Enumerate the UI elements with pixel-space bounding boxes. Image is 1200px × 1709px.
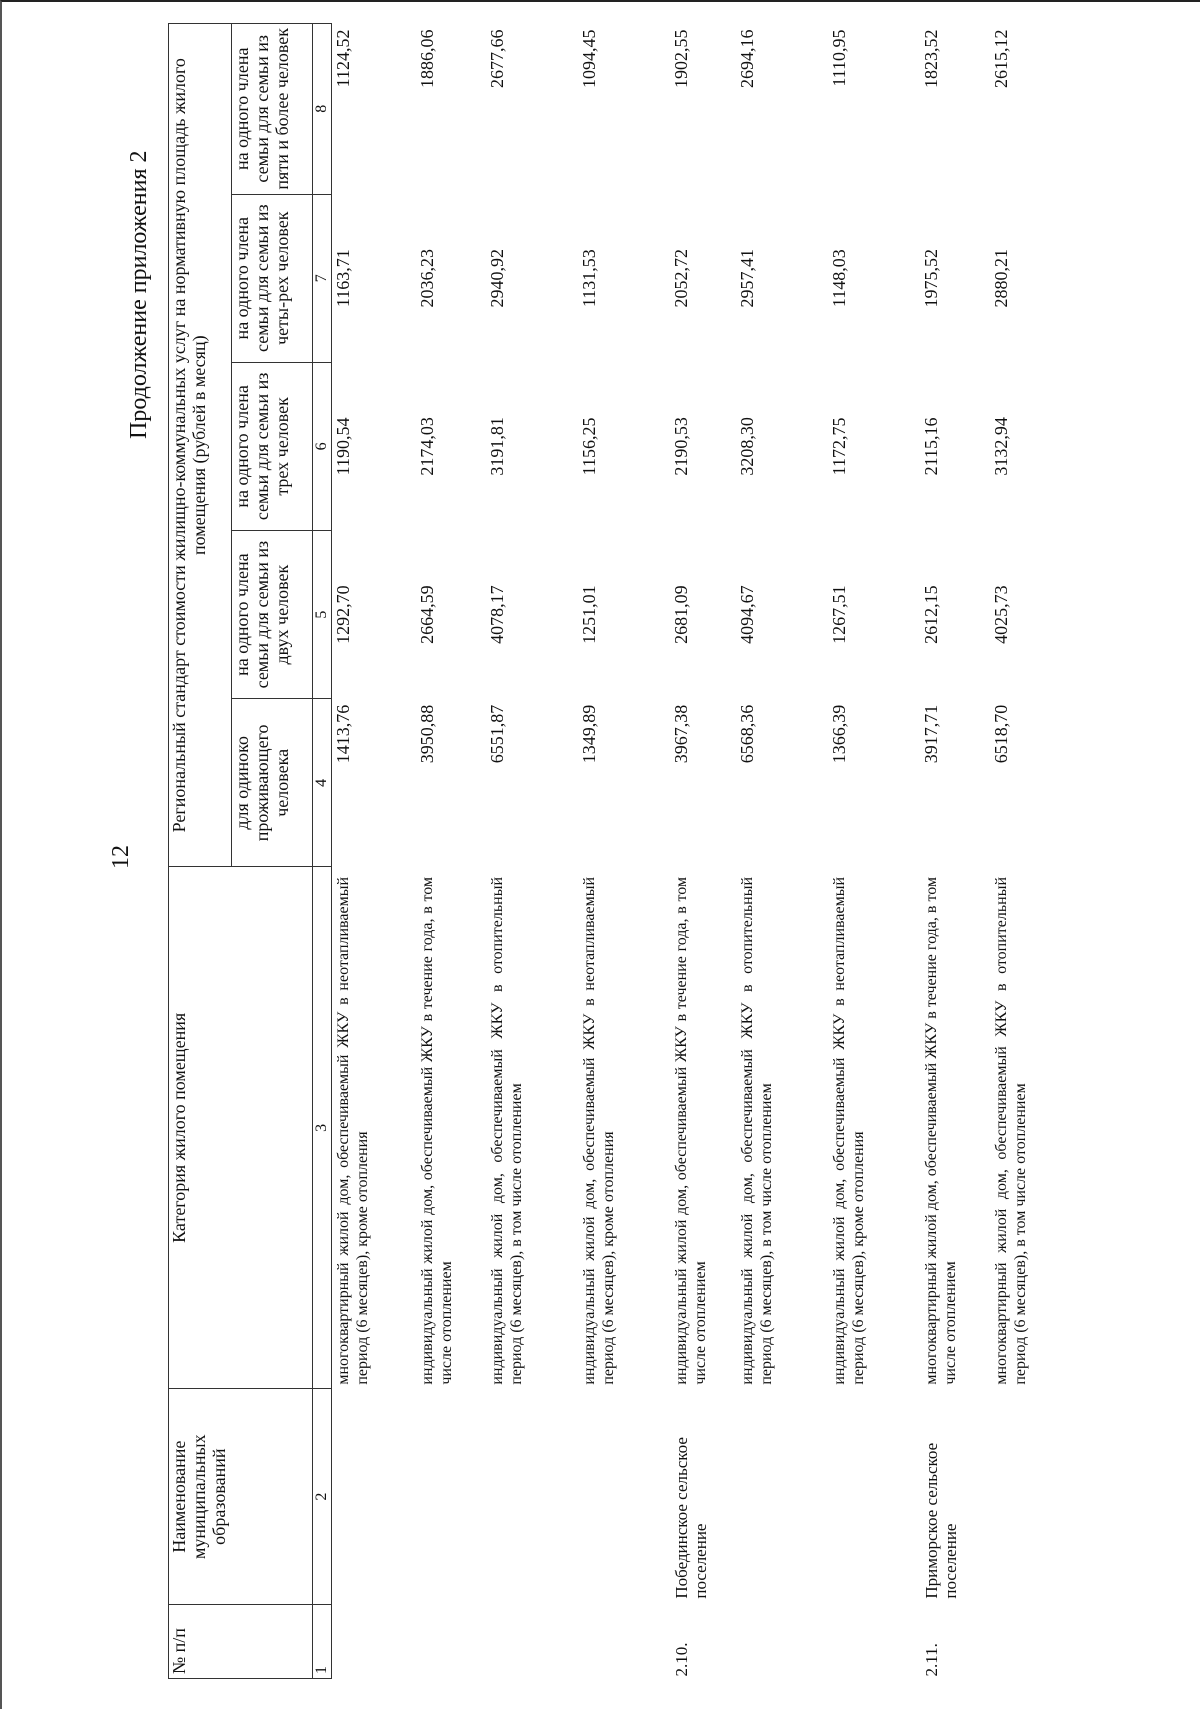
table-row bbox=[670, 24, 736, 1679]
table-row bbox=[736, 24, 828, 1679]
housing-category: индивидуальный жилой дом, обеспечиваемый ЖКУ в течение года, в том числе отоплением bbox=[672, 876, 709, 1385]
value-family-of-two: 2664,59 bbox=[416, 585, 437, 644]
header-family-of-five-plus: на одного члена семьи для семьи из пяти и более человек bbox=[232, 24, 313, 195]
header-municipality: Наименование муниципальных образований bbox=[169, 1389, 313, 1605]
value-single-person: 6568,36 bbox=[736, 704, 757, 764]
header-index: № п/п bbox=[169, 1605, 313, 1679]
municipality-name: Приморское сельское поселение bbox=[921, 1442, 960, 1599]
column-number-6: 6 bbox=[313, 362, 332, 530]
value-family-of-five-plus: 1110,95 bbox=[828, 29, 849, 87]
housing-category: индивидуальный жилой дом, обеспечиваемый ЖКУ в отопительный период (6 месяцев), в том числе отоплением bbox=[738, 876, 775, 1385]
header-category: Категория жилого помещения bbox=[169, 867, 313, 1389]
header-family-of-three: на одного члена семьи для семьи из трех человек bbox=[232, 362, 313, 530]
table-row bbox=[920, 24, 990, 1679]
column-number-5: 5 bbox=[313, 531, 332, 699]
municipality-name bbox=[416, 1389, 486, 1605]
value-single-person: 3950,88 bbox=[416, 704, 437, 764]
row-index: 2.11. bbox=[921, 1643, 941, 1677]
value-family-of-four: 2880,21 bbox=[990, 248, 1011, 308]
value-family-of-two: 2612,15 bbox=[920, 585, 941, 644]
housing-category: индивидуальный жилой дом, обеспечиваемый ЖКУ в неотапливаемый период (6 месяцев), кроме отопления bbox=[580, 876, 617, 1385]
value-family-of-four: 1131,53 bbox=[578, 249, 599, 308]
value-family-of-two: 4078,17 bbox=[486, 585, 507, 644]
value-family-of-four: 1163,71 bbox=[333, 249, 353, 308]
value-family-of-four: 2036,23 bbox=[416, 248, 437, 308]
municipality-name bbox=[486, 1389, 578, 1605]
value-family-of-two: 2681,09 bbox=[670, 585, 691, 644]
housing-cost-standard-table bbox=[168, 23, 1086, 1679]
value-single-person: 3967,38 bbox=[670, 704, 691, 764]
value-family-of-three: 2115,16 bbox=[920, 417, 941, 476]
value-family-of-two: 1292,70 bbox=[333, 585, 353, 644]
value-family-of-three: 3132,94 bbox=[990, 417, 1011, 476]
table-row bbox=[332, 24, 416, 1679]
column-number-3: 3 bbox=[313, 867, 332, 1389]
municipality-name bbox=[736, 1389, 828, 1605]
value-family-of-three: 1172,75 bbox=[828, 417, 849, 476]
municipality-name bbox=[332, 1389, 416, 1605]
value-family-of-five-plus: 1886,06 bbox=[416, 29, 437, 88]
housing-category: многоквартирный жилой дом, обеспечиваемый ЖКУ в отопительный период (6 месяцев), в том числе отоплением bbox=[992, 876, 1029, 1385]
column-number-7: 7 bbox=[313, 194, 332, 362]
value-family-of-two: 4094,67 bbox=[736, 585, 757, 644]
column-number-4: 4 bbox=[313, 699, 332, 867]
row-index bbox=[332, 1605, 416, 1679]
value-family-of-three: 1190,54 bbox=[333, 417, 353, 476]
row-index bbox=[486, 1605, 578, 1679]
value-family-of-four: 1148,03 bbox=[828, 249, 849, 308]
value-single-person: 6518,70 bbox=[990, 704, 1011, 764]
value-family-of-two: 1251,01 bbox=[578, 585, 599, 644]
header-single-person: для одиноко проживающего человека bbox=[232, 699, 313, 867]
value-family-of-five-plus: 1902,55 bbox=[670, 29, 691, 88]
header-regional-standard: Региональный стандарт стоимости жилищно-коммунальных услуг на нормативную площадь жилого помещения (рублей в месяц) bbox=[169, 24, 232, 867]
row-index: 2.10. bbox=[671, 1642, 691, 1677]
value-family-of-three: 2190,53 bbox=[670, 417, 691, 476]
value-family-of-four: 2052,72 bbox=[670, 248, 691, 308]
appendix-continuation-label: Продолжение приложения 2 bbox=[126, 150, 152, 439]
value-family-of-five-plus: 1823,52 bbox=[920, 29, 941, 88]
value-single-person: 1349,89 bbox=[578, 704, 599, 764]
value-family-of-four: 2940,92 bbox=[486, 248, 507, 308]
value-family-of-two: 4025,73 bbox=[990, 585, 1011, 644]
value-single-person: 3917,71 bbox=[920, 704, 941, 764]
value-family-of-five-plus: 1094,45 bbox=[578, 29, 599, 88]
table-row bbox=[828, 24, 920, 1679]
housing-category: многоквартирный жилой дом, обеспечиваемый ЖКУ в неотапливаемый период (6 месяцев), кроме отопления bbox=[335, 876, 371, 1385]
header-family-of-four: на одного члена семьи для семьи из четы-рех человек bbox=[232, 194, 313, 362]
housing-category: многоквартирный жилой дом, обеспечиваемый ЖКУ в течение года, в том числе отоплением bbox=[922, 876, 959, 1385]
municipality-name bbox=[578, 1389, 670, 1605]
value-single-person: 1413,76 bbox=[333, 704, 353, 764]
value-single-person: 1366,39 bbox=[828, 704, 849, 764]
row-index bbox=[578, 1605, 670, 1679]
row-index bbox=[990, 1605, 1086, 1679]
housing-category: индивидуальный жилой дом, обеспечиваемый ЖКУ в течение года, в том числе отоплением bbox=[418, 876, 455, 1385]
municipality-name: Побединское сельское поселение bbox=[671, 1437, 710, 1599]
column-number-1: 1 bbox=[313, 1605, 332, 1679]
value-family-of-five-plus: 2677,66 bbox=[486, 29, 507, 88]
housing-category: индивидуальный жилой дом, обеспечиваемый ЖКУ в неотапливаемый период (6 месяцев), кроме отопления bbox=[830, 876, 867, 1385]
value-family-of-five-plus: 2694,16 bbox=[736, 29, 757, 88]
page-number: 12 bbox=[108, 845, 134, 869]
housing-category: индивидуальный жилой дом, обеспечиваемый ЖКУ в отопительный период (6 месяцев), в том числе отоплением bbox=[488, 876, 525, 1385]
value-single-person: 6551,87 bbox=[486, 704, 507, 764]
value-family-of-two: 1267,51 bbox=[828, 585, 849, 644]
table-row bbox=[990, 24, 1086, 1679]
table-row bbox=[578, 24, 670, 1679]
value-family-of-three: 1156,25 bbox=[578, 417, 599, 476]
value-family-of-four: 1975,52 bbox=[920, 248, 941, 308]
column-number-8: 8 bbox=[313, 24, 332, 195]
value-family-of-three: 3191,81 bbox=[486, 417, 507, 476]
value-family-of-five-plus: 2615,12 bbox=[990, 29, 1011, 88]
column-number-2: 2 bbox=[313, 1389, 332, 1605]
table-row bbox=[486, 24, 578, 1679]
value-family-of-three: 2174,03 bbox=[416, 417, 437, 476]
value-family-of-four: 2957,41 bbox=[736, 248, 757, 308]
municipality-name bbox=[828, 1389, 920, 1605]
row-index bbox=[736, 1605, 828, 1679]
header-family-of-two: на одного члена семьи для семьи из двух человек bbox=[232, 531, 313, 699]
value-family-of-three: 3208,30 bbox=[736, 417, 757, 476]
table-row bbox=[416, 24, 486, 1679]
row-index bbox=[828, 1605, 920, 1679]
row-index bbox=[416, 1605, 486, 1679]
municipality-name bbox=[990, 1389, 1086, 1605]
value-family-of-five-plus: 1124,52 bbox=[333, 29, 353, 88]
